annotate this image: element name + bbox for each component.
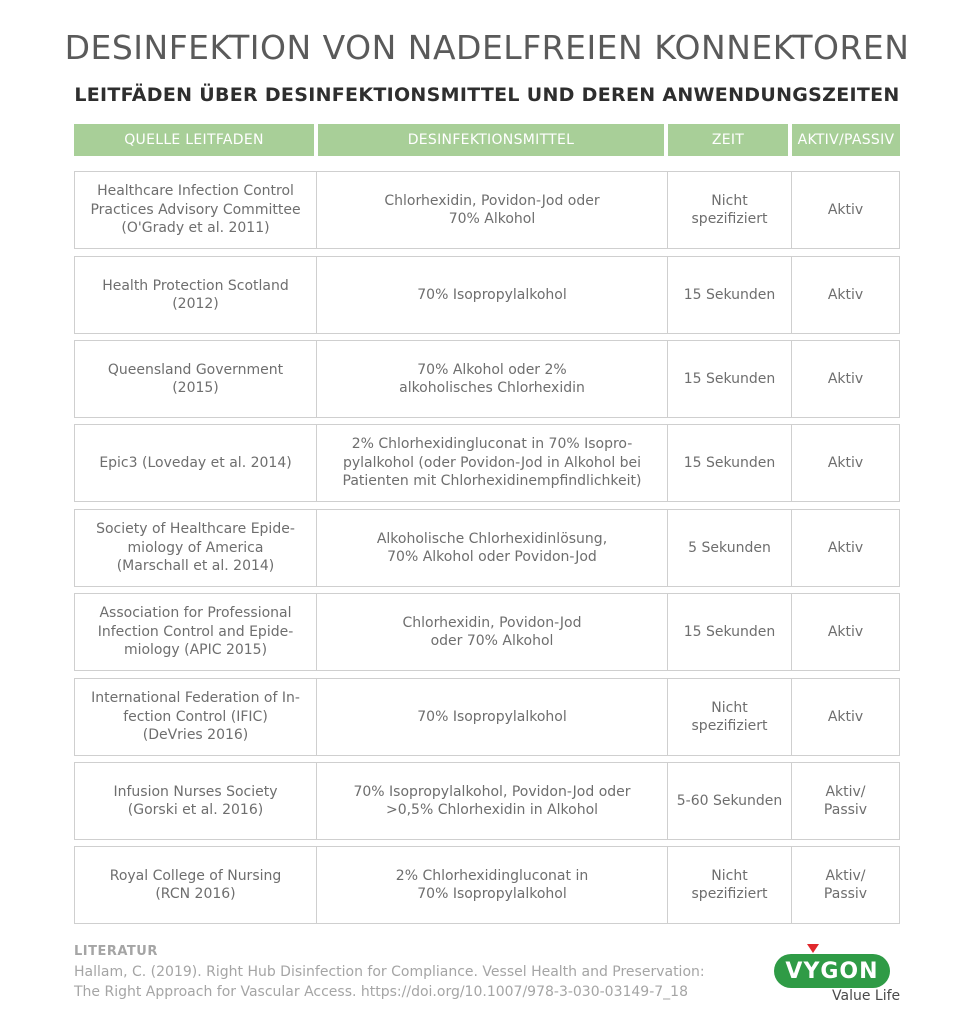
cell-agent: Chlorhexidin, Povidon-Jod oder 70% Alkohol: [317, 172, 668, 248]
cell-agent: 2% Chlorhexidingluconat in 70% Isopro- pylalkohol (oder Povidon-Jod in Alkohol bei Patienten mit Chlorhexidinempfindlichkeit): [317, 425, 668, 501]
cell-source: Epic3 (Loveday et al. 2014): [75, 425, 317, 501]
literature-reference: Hallam, C. (2019). Right Hub Disinfection for Compliance. Vessel Health and Preservation: The Right Approach for Vascular Access. https://doi.org/10.1007/978-3-030-03149-7_18: [74, 964, 705, 1000]
cell-mode: Aktiv/ Passiv: [823, 867, 868, 902]
cell-mode: Aktiv: [827, 623, 864, 640]
cell-time: 15 Sekunden: [668, 425, 792, 501]
cell-time: 15 Sekunden: [668, 257, 792, 333]
table-row: [74, 678, 900, 756]
cell-source: Queensland Government (2015): [75, 341, 317, 417]
cell-mode: Aktiv: [827, 539, 864, 556]
cell-mode: Aktiv/ Passiv: [823, 783, 868, 818]
table-row: [74, 171, 900, 249]
cell-mode: Aktiv: [827, 708, 864, 725]
logo-triangle-icon: [807, 944, 819, 953]
header-quelle: QUELLE LEITFADEN: [74, 124, 314, 156]
cell-agent: 70% Isopropylalkohol: [317, 679, 668, 755]
cell-source: Health Protection Scotland (2012): [75, 257, 317, 333]
cell-mode: Aktiv: [827, 454, 864, 471]
cell-mode: Aktiv: [827, 286, 864, 303]
table-row: [74, 340, 900, 418]
cell-time: 15 Sekunden: [668, 594, 792, 670]
cell-source: Society of Healthcare Epide- miology of America (Marschall et al. 2014): [75, 510, 317, 586]
table-row: [74, 509, 900, 587]
cell-agent: 70% Isopropylalkohol, Povidon-Jod oder >0,5% Chlorhexidin in Alkohol: [317, 763, 668, 839]
cell-source: Healthcare Infection Control Practices Advisory Committee (O'Grady et al. 2011): [75, 172, 317, 248]
cell-time: Nicht spezifiziert: [668, 172, 792, 248]
logo-wordmark: VYGON: [774, 954, 890, 988]
cell-agent: 2% Chlorhexidingluconat in 70% Isopropylalkohol: [317, 847, 668, 923]
cell-source: International Federation of In- fection Control (IFIC) (DeVries 2016): [75, 679, 317, 755]
cell-time: 5 Sekunden: [668, 510, 792, 586]
cell-agent: Alkoholische Chlorhexidinlösung, 70% Alkohol oder Povidon-Jod: [317, 510, 668, 586]
cell-mode: Aktiv: [827, 201, 864, 218]
cell-agent: 70% Alkohol oder 2% alkoholisches Chlorhexidin: [317, 341, 668, 417]
logo-tagline: Value Life: [832, 988, 901, 1004]
cell-source: Royal College of Nursing (RCN 2016): [75, 847, 317, 923]
header-aktiv-passiv: AKTIV/PASSIV: [792, 124, 900, 156]
cell-time: 15 Sekunden: [668, 341, 792, 417]
cell-time: Nicht spezifiziert: [668, 847, 792, 923]
table-row: [74, 846, 900, 924]
table-row: [74, 256, 900, 334]
cell-time: Nicht spezifiziert: [668, 679, 792, 755]
literature-heading: LITERATUR: [74, 944, 158, 959]
header-desinfektionsmittel: DESINFEKTIONSMITTEL: [318, 124, 664, 156]
table-row: [74, 424, 900, 502]
page-title: DESINFEKTION VON NADELFREIEN KONNEKTOREN: [64, 28, 910, 67]
table-row: [74, 762, 900, 840]
cell-time: 5-60 Sekunden: [668, 763, 792, 839]
cell-agent: 70% Isopropylalkohol: [317, 257, 668, 333]
vygon-logo: [774, 944, 914, 1008]
page-subtitle: LEITFÄDEN ÜBER DESINFEKTIONSMITTEL UND DEREN ANWENDUNGSZEITEN: [74, 84, 900, 106]
table-row: [74, 593, 900, 671]
cell-mode: Aktiv: [827, 370, 864, 387]
cell-agent: Chlorhexidin, Povidon-Jod oder 70% Alkohol: [317, 594, 668, 670]
header-zeit: ZEIT: [668, 124, 788, 156]
cell-source: Association for Professional Infection Control and Epide- miology (APIC 2015): [75, 594, 317, 670]
cell-source: Infusion Nurses Society (Gorski et al. 2016): [75, 763, 317, 839]
